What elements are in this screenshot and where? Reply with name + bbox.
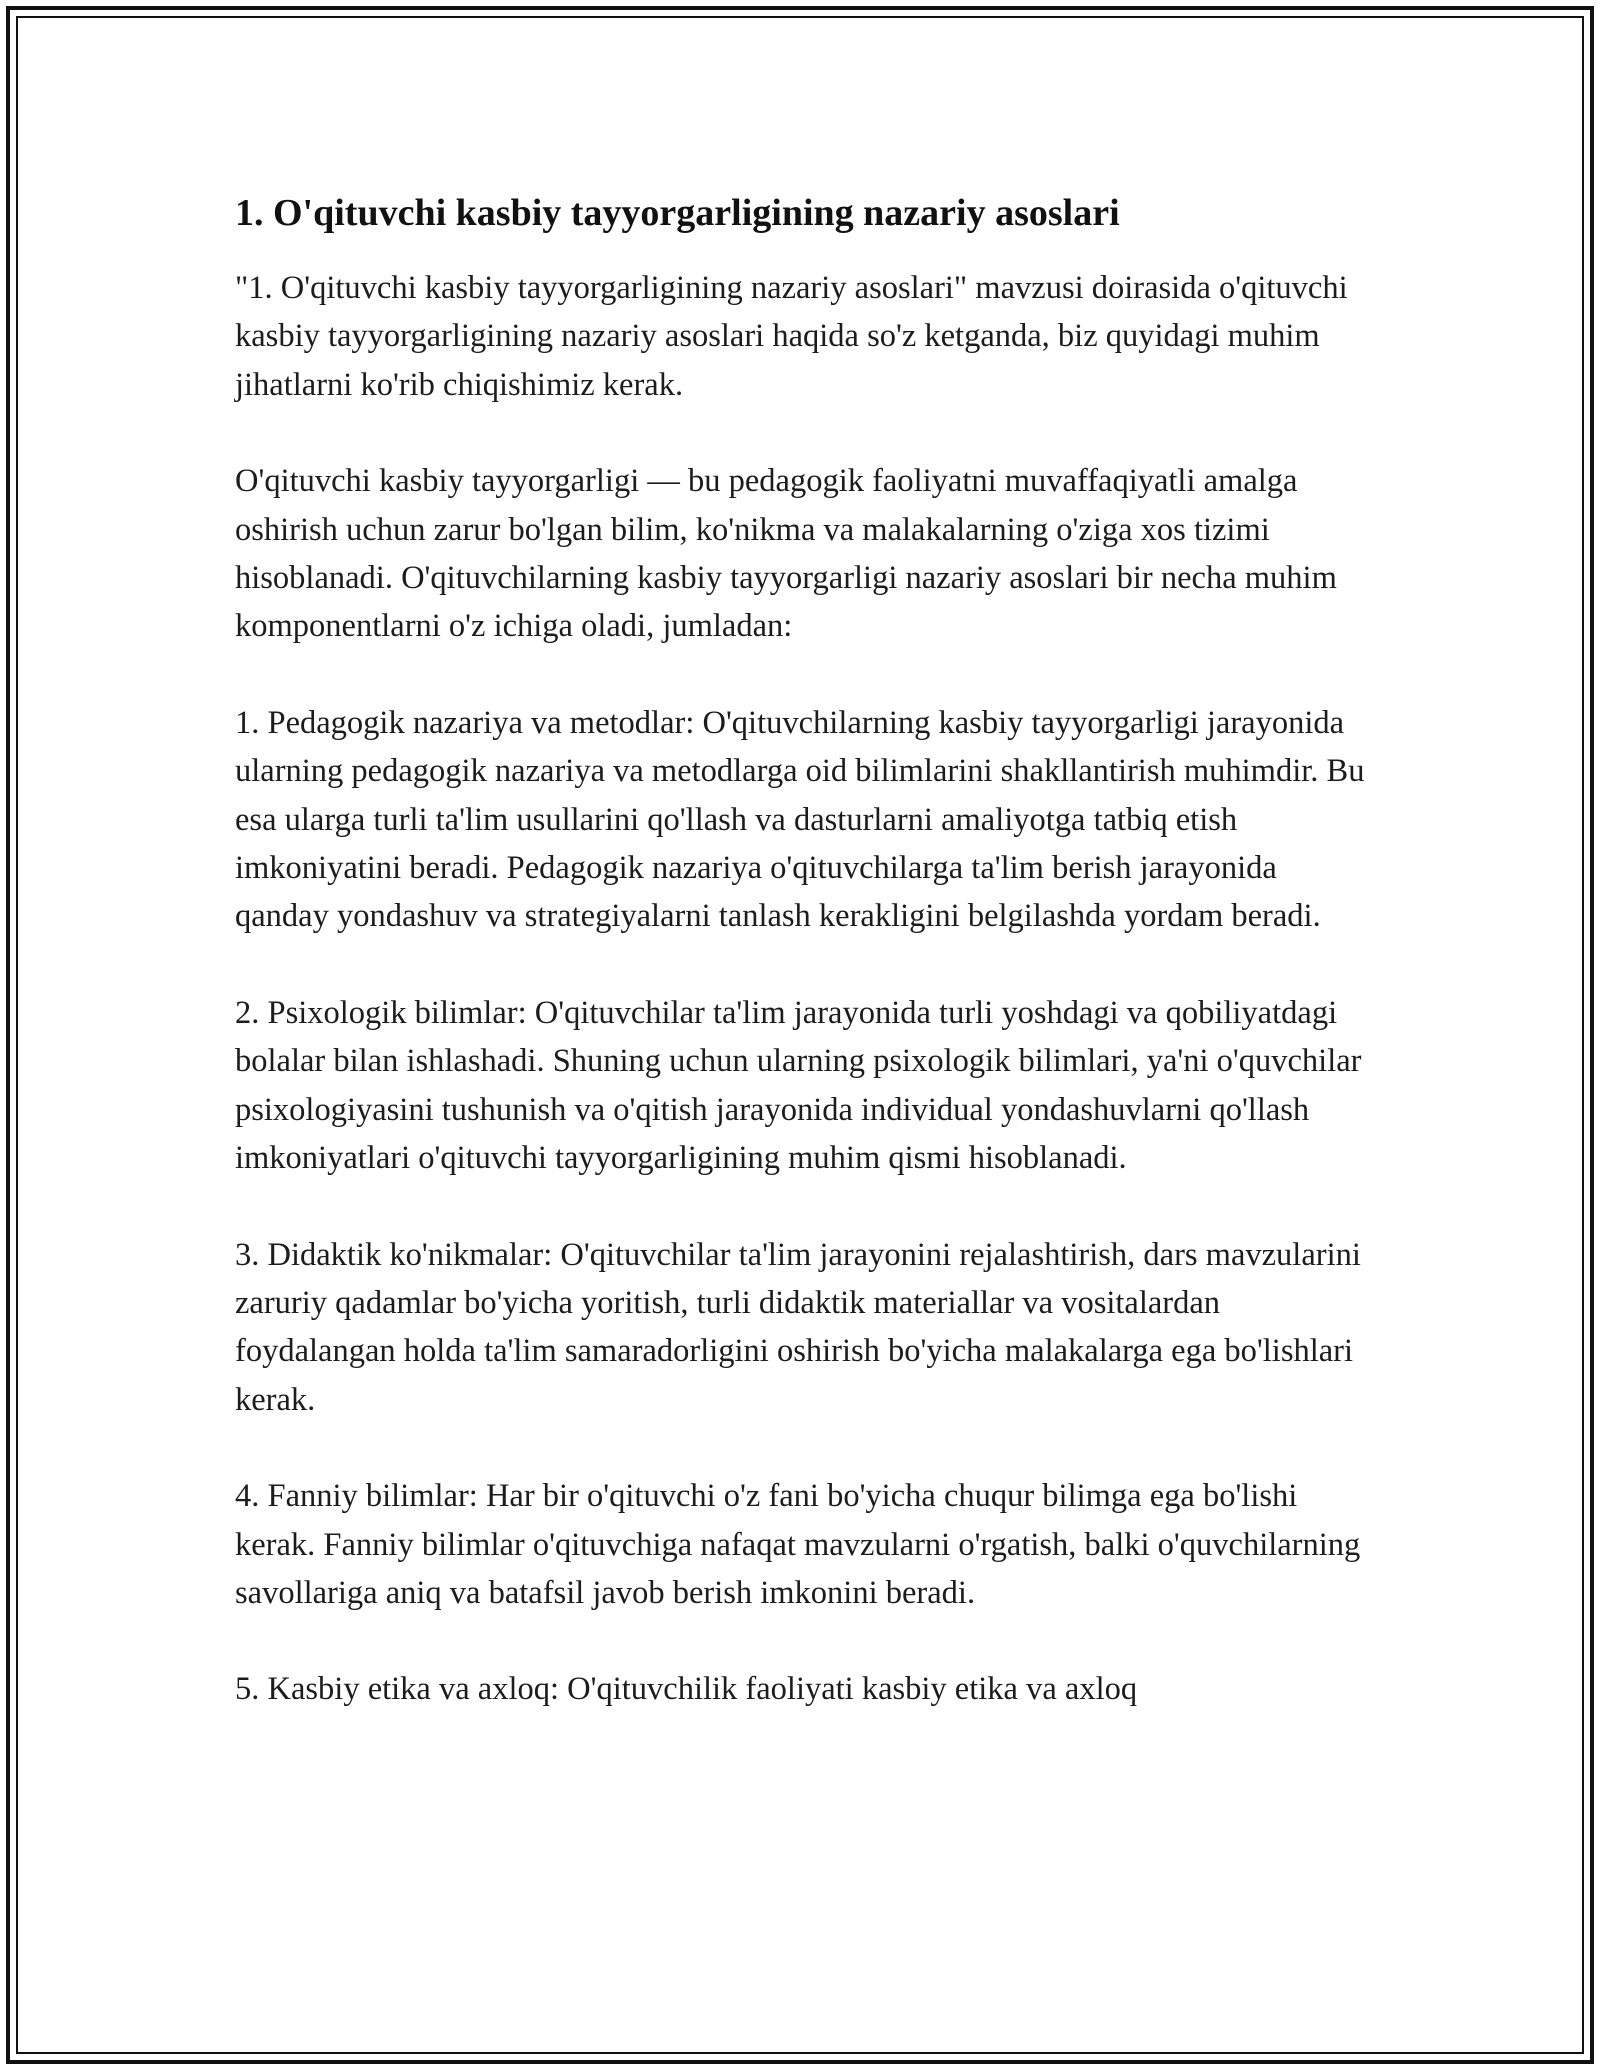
list-item-psychological-knowledge: 2. Psixologik bilimlar: O'qituvchilar ta'lim jarayonida turli yoshdagi va qobiliyatdagi bolalar bilan ishlashadi. Shuning uchun ularning psixologik bilimlari, ya'ni o'quvchilar psixologiyasini tushunish va o'qitish jarayonida individual yondashuvlarni qo'llash imkoniyatlari o'qituvchi tayyorgarligining muhim qismi hisoblanadi. — [235, 994, 1362, 1177]
definition-paragraph: O'qituvchi kasbiy tayyorgarligi — bu pedagogik faoliyatni muvaffaqiyatli amalga oshirish uchun zarur bo'lgan bilim, ko'nikma va malakalarning o'ziga xos tizimi hisoblanadi. O'qituvchilarning kasbiy tayyorgarligi nazariy asoslari bir necha muhim komponentlarni o'z ichiga oladi, jumladan: — [235, 463, 1337, 645]
list-item-subject-knowledge: 4. Fanniy bilimlar: Har bir o'qituvchi o'z fani bo'yicha chuqur bilimga ega bo'lishi kerak. Fanniy bilimlar o'qituvchiga nafaqat mavzularni o'rgatish, balki o'quvchilarning savollariga aniq va batafsil javob berish imkonini beradi. — [235, 1478, 1361, 1611]
list-item-professional-ethics: 5. Kasbiy etika va axloq: O'qituvchilik faoliyati kasbiy etika va axloq — [235, 1671, 1138, 1708]
document-title: 1. O'qituvchi kasbiy tayyorgarligining nazariy asoslari — [235, 192, 1120, 234]
document-page — [235, 183, 1375, 1762]
list-item-pedagogical-theory: 1. Pedagogik nazariya va metodlar: O'qituvchilarning kasbiy tayyorgarligi jarayonida ularning pedagogik nazariya va metodlarga oid bilimlarini shakllantirish muhimdir. Bu esa ularga turli ta'lim usullarini qo'llash va dasturlarni amaliyotga tatbiq etish imkoniyatini beradi. Pedagogik nazariya o'qituvchilarga ta'lim berish jarayonida qanday yondashuv va strategiyalarni tanlash kerakligini belgilashda yordam beradi. — [235, 704, 1365, 935]
list-item-didactic-skills: 3. Didaktik ko'nikmalar: O'qituvchilar ta'lim jarayonini rejalashtirish, dars mavzularini zaruriy qadamlar bo'yicha yoritish, turli didaktik materiallar va vositalardan foydalangan holda ta'lim samaradorligini oshirish bo'yicha malakalarga ega bo'lishlari kerak. — [235, 1236, 1361, 1418]
intro-paragraph: "1. O'qituvchi kasbiy tayyorgarligining nazariy asoslari" mavzusi doirasida o'qituvchi kasbiy tayyorgarligining nazariy asoslari haqida so'z ketganda, biz quyidagi muhim jihatlarni ko'rib chiqishimiz kerak. — [235, 270, 1348, 403]
